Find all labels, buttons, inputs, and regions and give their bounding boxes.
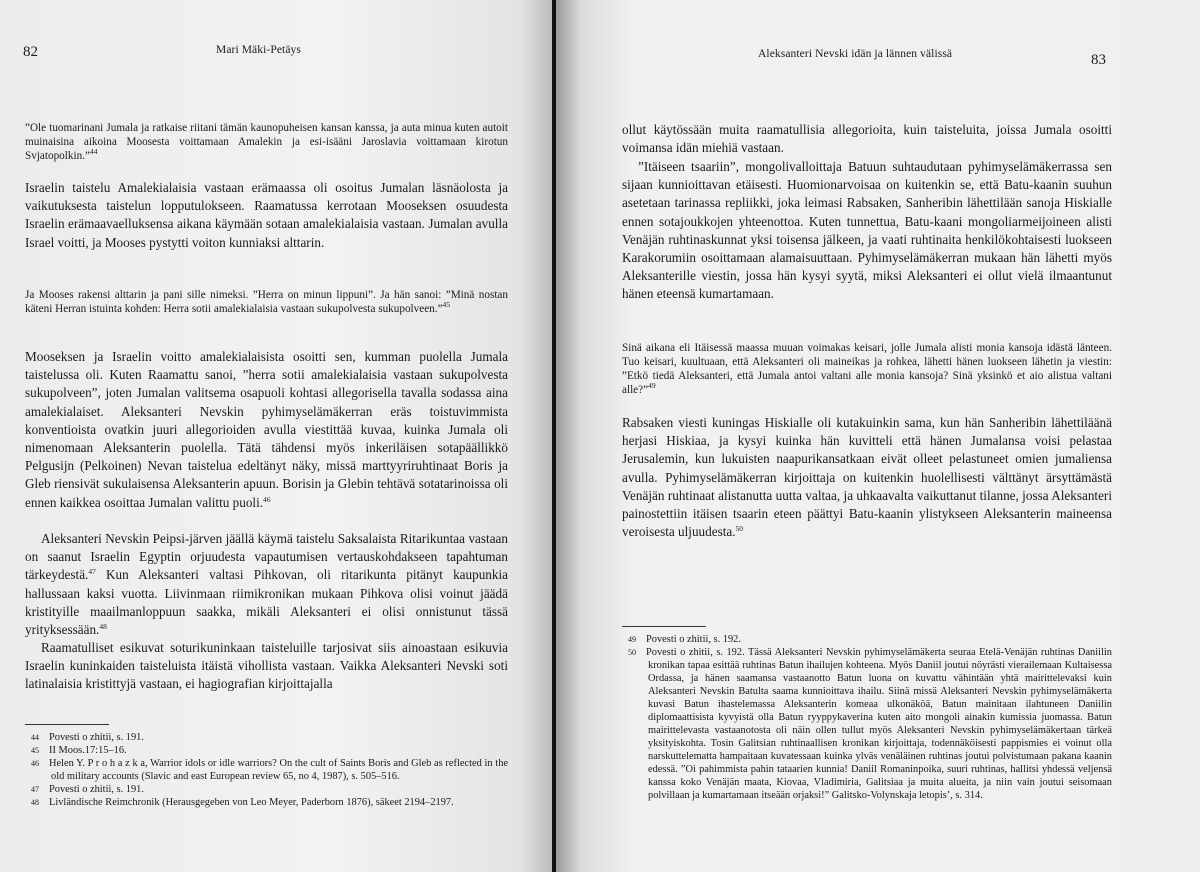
left-page	[0, 0, 552, 872]
right-quote-1-text: Sinä aikana eli Itäisessä maassa muuan voimakas keisari, jolle Jumala alisti monia kansoja idästä länteen. Tuo keisari, kuultuaan, että Aleksanteri oli maineikas ja rohkea, lähetti hänen luokseen lähetin ja viestin: ”Etkö tiedä Aleksanteri, että Jumala antoi valtani alle monia kansoja? Sinä yksinkö et aio alistua valtani alle?”	[622, 342, 1112, 396]
left-paragraph-3a-text: Aleksanteri Nevskin Peipsi-järven jäällä käymä taistelu Saksalaista Ritarikuntaa vastaan on saanut Israelin Egyptin orjuudesta vapautumisen vertauskohdakseen tapahtuman tärkeydestä.	[25, 531, 508, 583]
left-footnotes	[25, 731, 508, 809]
footnote-46-number: 46	[31, 759, 39, 768]
footnote-46	[25, 757, 508, 783]
footnote-46-text: Helen Y. P r o h a z k a, Warrior idols or idle warriors? On the cult of Saints Boris and Gleb as reflected in the old military accounts (Slavic and east European review 65, no 4, 1987), s. 505–516.	[49, 758, 508, 782]
right-page-number: 83	[1091, 52, 1106, 68]
footnote-44	[25, 731, 508, 744]
footnote-44-text: Povesti o zhitii, s. 191.	[49, 732, 144, 743]
footnote-45-text: II Moos.17:15–16.	[49, 745, 127, 756]
footnote-ref-44: 44	[89, 147, 98, 156]
footnote-ref-49: 49	[648, 381, 656, 390]
left-footnote-divider	[25, 724, 109, 725]
footnote-ref-45: 45	[442, 300, 451, 309]
right-quote-1	[622, 341, 1112, 397]
footnote-ref-50: 50	[735, 524, 744, 534]
right-footnotes	[622, 633, 1112, 802]
left-paragraph-2-text: Mooseksen ja Israelin voitto amalekialaisista osoitti sen, kumman puolella Jumala taistelussa oli. Kuten Raamattu sanoi, ”herra sotii amalekialaisia vastaan sukupolvesta sukupolveen”, joten Jumalan valitsema osapuoli kohtasi allegorisella tavalla sodassa aina amalekialaiset. Aleksanteri Nevskin pyhimyselämäkerran eräs toistuvimmista konventioista ovatkin juuri allegorioiden avulla viestittää kuvaa, kuinka Jumala oli nimenomaan Aleksanterin puolella. Tätä tähdensi myös inkeriläisen sotapäällikkö Pelgusijn (Pelkoinen) Nevan taistelua edeltänyt näky, missä marttyyriruhtinaat Boris ja Gleb riensivät sukulaisensa Aleksanterin apuun. Borisin ja Glebin tehtävä sotatarinoissa oli ennen kaikkea osoittaa Jumalan valittu puoli.	[25, 349, 508, 510]
right-paragraph-3-text: Rabsaken viesti kuningas Hiskialle oli kutakuinkin sama, kun hän Sanheribin lähettiläänä herjasi Hiskiaa, ja kysyi kuinka hän kuvitteli että hänen Jumalansa voisi pelastaa Jerusalemin, kun lukuisten naapurikansatkaan eivät olleet pelastuneet omien jumaliensa avulla. Pyhimyselämäkerran kirjoittaja on kuitenkin huolellisesti välttänyt ärsyttämästä Venäjän ruhtinaat alistanutta uutta valtaa, ja uhkaavalta vaikuttanut tilanne, jossa Aleksanteri painostettiin itäisen tsaarin eteen päättyi Batu-kaanin ylistykseen Aleksanterin maineensa veroisesta uljuudesta.	[622, 415, 1112, 540]
right-paragraph-2	[622, 158, 1112, 304]
left-paragraph-3b-text: Kun Aleksanteri valtasi Pihkovan, oli ritarikunta pitänyt kaupunkia hallussaan kaksi vuotta. Liivinmaan riimikronikan mukaan Pihkova olisi voinut jäädä kristityille maailmanloppuun saakka, mikäli Aleksanteri ei olisi onnistunut tässä yrityksessään.	[25, 567, 508, 638]
footnote-50	[622, 646, 1112, 802]
left-page-number: 82	[23, 44, 38, 60]
footnote-49-number: 49	[628, 635, 636, 644]
footnote-ref-48: 48	[99, 622, 107, 632]
right-paragraph-1-text: ollut käytössään muita raamatullisia allegorioita, kuin taisteluita, joissa Jumala osoitti voimansa idän miehiä vastaan.	[622, 122, 1112, 156]
footnote-ref-47: 47	[88, 567, 96, 577]
footnote-50-number: 50	[628, 648, 636, 657]
right-paragraph-2-text: ”Itäiseen tsaariin”, mongolivalloittaja Batuun suhtaudutaan pyhimyselämäkerrassa sen sijaan kunnioittavan etäisesti. Huomionarvoisaa on kuitenkin se, että Batu-kaanin suuhun asetetaan tarinassa repliikki, joka leimasi Rabsaken, Sanheribin lähettilään sanoja Hiskialle ennen sotajoukkojen yhteenottoa. Kuten tunnettua, Batu-kaani mongoliarmeijoineen alisti Venäjän ruhtinaskunnat yksi toisensa jälkeen, ja vaati ruhtinaita henkilökohtaisesti luokseen Karakorumiin osoittamaan alamaisuuttaan. Pyhimyselämäkerran mukaan hän lähetti myös Aleksanterille viestin, jossa hän kysyi syytä, miksi Aleksanteri ei ollut vielä ilmaantunut hänen eteensä kumartamaan.	[622, 159, 1112, 302]
left-paragraph-2	[25, 348, 508, 512]
right-page	[556, 0, 1200, 872]
right-paragraph-3	[622, 414, 1112, 541]
left-paragraph-4-text: Raamatulliset esikuvat soturikuninkaan taisteluille tarjosivat siis ainoastaan esikuvia Israelin kuninkaiden taisteluista itäistä vihollista vastaan. Vaikka Aleksanteri Nevski soti latinalaisia kristittyjä vastaan, ei hagiografian kirjoittajalla	[25, 640, 508, 692]
footnote-49-text: Povesti o zhitii, s. 192.	[646, 634, 741, 645]
footnote-45	[25, 744, 508, 757]
footnote-47	[25, 783, 508, 796]
footnote-50-text: Povesti o zhitii, s. 192. Tässä Aleksanteri Nevskin pyhimyselämäkerta seuraa Etelä-Venäjän ruhtinas Daniilin kronikan tapaa esittää ruhtinas Batun ihailujen kohteena. Myös Daniil joutui nöyrästi vierailemaan Kultaisessa Ordassa, ja hänen saamansa vastaanotto Batun luona on kuvattu vähintään yhtä mairittelevaksi kuin Aleksanteri Nevskin Batulta saama kunnioittava ihailu. Siinä missä Aleksanteri Nevskin pyhimyselämäkerta kuvasi Batun ihastelemassa Aleksanterin komeaa ulkonäköä, Batun mainitaan ilahtuneen Daniilin diplomaattisista kyvyistä olla Batun ryyppykaverina kuten aito mongoli ainakin kumissia juomassa. Batun mairittelevasta vastaanotosta oli näin ollen tullut myös Aleksanteri Nevskin pyhimyselämäkertaan tärkeä yksityiskohta. Tosin Galitsian ruhtinaallisen kronikan kirjoittaja, todennäköisesti pappismies ei voinut olla narskuttelematta hampaitaan kuvatessaan kuinka ylväs venäläinen ruhtinas joutui polvistumaan pakana kaanin edessä. ”Oi pahimmista pahin tataarien kunnia! Daniil Romaninpoika, suuri ruhtinas, hallitsi yhdessä veljensä kanssa koko Venäjän maata, Kiovaa, Vladimiria, Galitsiaa ja muita alueita, ja niin vain joutui seisomaan polvillaan ja kumartamaan itseään orjaksi!” Galitsko-Volynskaja letopis’, s. 314.	[646, 647, 1112, 801]
footnote-45-number: 45	[31, 746, 39, 755]
left-quote-2-text: Ja Mooses rakensi alttarin ja pani sille nimeksi. ”Herra on minun lippuni”. Ja hän sanoi: ”Minä nostan käteni Herran istuinta kohden: Herra sotii amalekialaisia vastaan sukupolvesta sukupolveen.”	[25, 289, 508, 315]
left-paragraph-3	[25, 530, 508, 639]
left-running-head: Mari Mäki-Petäys	[216, 44, 301, 56]
footnote-ref-46: 46	[263, 494, 271, 504]
right-paragraph-1	[622, 121, 1112, 157]
footnote-44-number: 44	[31, 733, 39, 742]
left-quote-1-text: ”Ole tuomarinani Jumala ja ratkaise riitani tämän kaunopuheisen kansan kanssa, ja auta minua kuten autoit muinaisina aikoina Moosesta voittamaan Amalekin ja esi-isääni Jaroslavia voittamaan kirotun Svjatopolkin.”	[25, 122, 508, 162]
right-running-head: Aleksanteri Nevski idän ja lännen välissä	[758, 48, 953, 60]
footnote-48-number: 48	[31, 798, 39, 807]
footnote-48-text: Livländische Reimchronik (Herausgegeben von Leo Meyer, Paderborn 1876), säkeet 2194–2197.	[49, 797, 454, 808]
footnote-49	[622, 633, 1112, 646]
left-quote-1	[25, 121, 508, 163]
footnote-47-text: Povesti o zhitii, s. 191.	[49, 784, 144, 795]
left-quote-2	[25, 288, 508, 316]
right-footnote-divider	[622, 626, 706, 627]
footnote-47-number: 47	[31, 785, 39, 794]
left-paragraph-1-text: Israelin taistelu Amalekialaisia vastaan erämaassa oli osoitus Jumalan läsnäolosta ja vaikutuksesta taistelun lopputulokseen. Raamatussa kerrotaan Mooseksen osuudesta Israelin erämaavaelluksensa aikana käymään sotaan amalekialaisia vastaan. Jumalan avulla Israel voitti, ja Mooses pystytti voiton kunniaksi alttarin.	[25, 180, 508, 250]
left-paragraph-4	[25, 639, 508, 694]
left-paragraph-1	[25, 179, 508, 252]
footnote-48	[25, 796, 508, 809]
